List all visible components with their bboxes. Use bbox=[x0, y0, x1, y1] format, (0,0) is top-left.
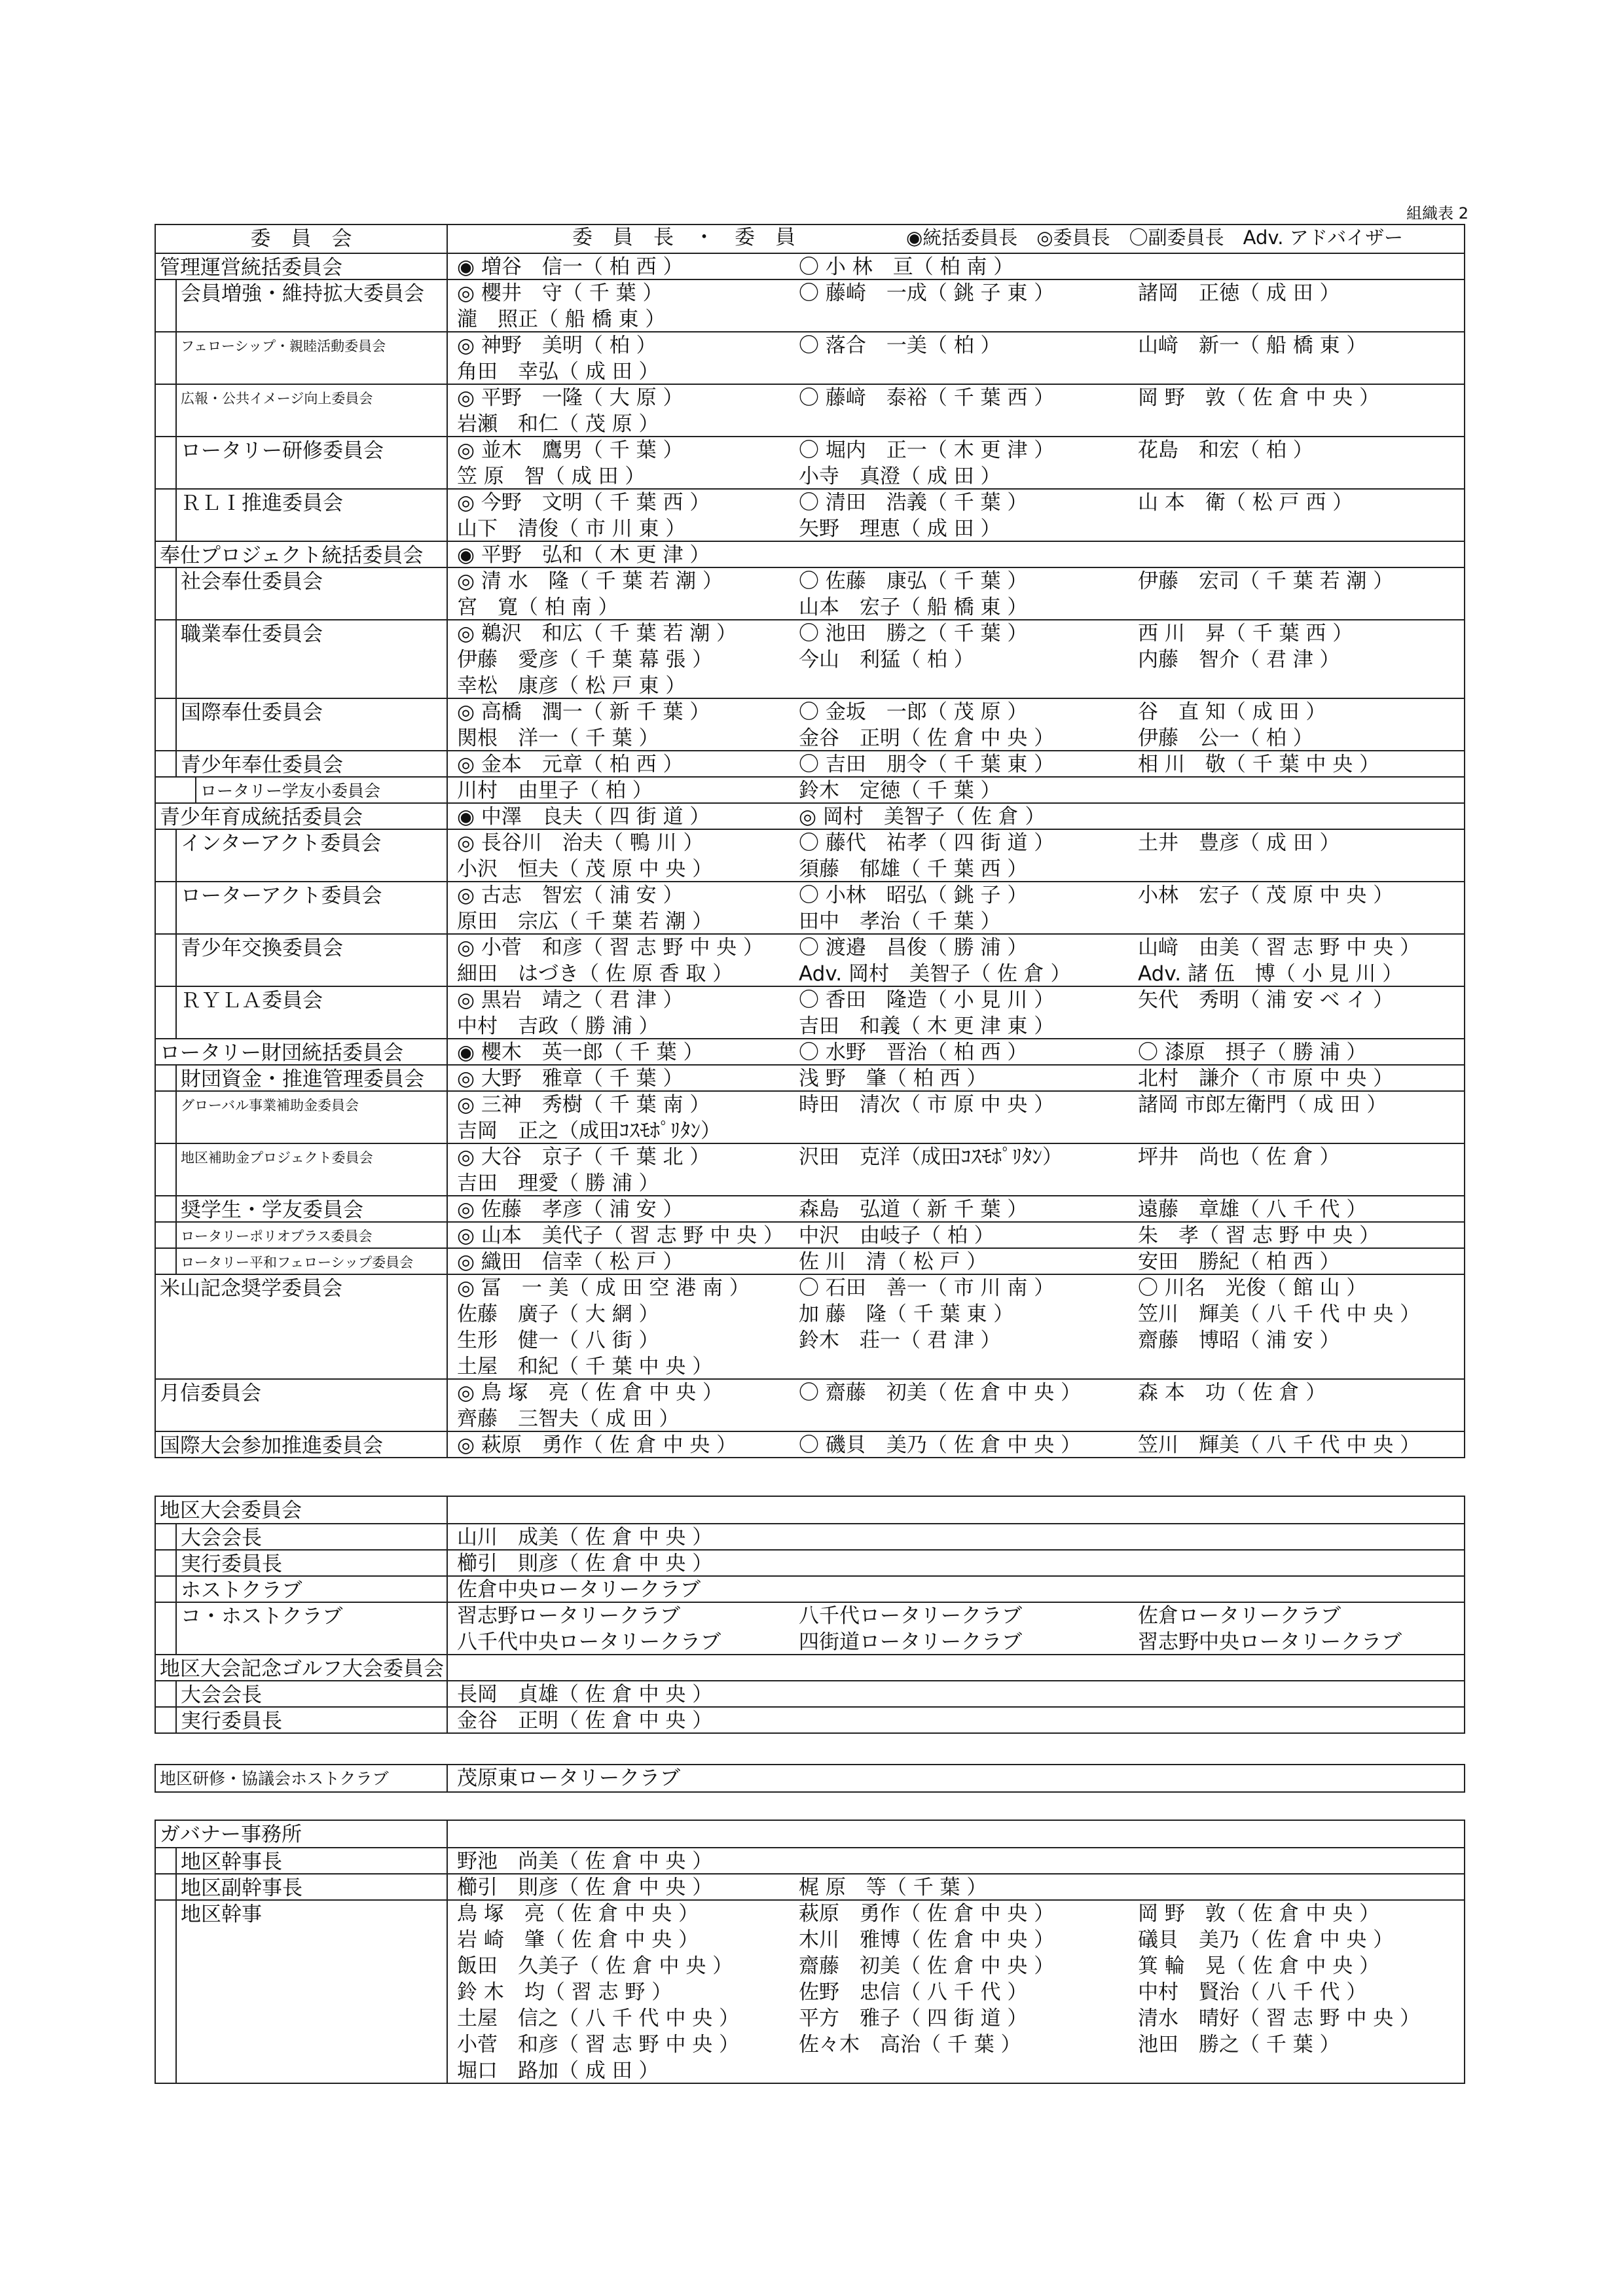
member-entry: 池田 勝之（ 千 葉 ） bbox=[1138, 2033, 1340, 2056]
member-entry: 清水 晴好（ 習 志 野 中 央 ） bbox=[1138, 2007, 1421, 2030]
committee-table bbox=[155, 224, 1465, 1458]
member-entry: 〇 吉田 朋令（ 千 葉 東 ） bbox=[799, 753, 1055, 776]
committee-name: 国際大会参加推進委員会 bbox=[156, 1432, 448, 1457]
committee-row bbox=[156, 933, 1464, 986]
member-entry: 〇 藤崎 一成（ 銚 子 東 ） bbox=[799, 281, 1055, 305]
member-entry bbox=[1138, 359, 1478, 385]
committee-row bbox=[156, 750, 1464, 776]
committee-row bbox=[156, 436, 1464, 488]
member-entry: 佐 川 清（ 松 戸 ） bbox=[799, 1250, 987, 1274]
member-entry bbox=[1138, 594, 1478, 620]
committee-name: 大会会長 bbox=[175, 1681, 448, 1706]
member-entry: 佐々木 高治（ 千 葉 ） bbox=[799, 2033, 1021, 2056]
committee-row bbox=[156, 331, 1464, 384]
member-entry bbox=[1138, 516, 1478, 542]
committee-row bbox=[156, 1575, 1464, 1602]
committee-row bbox=[156, 1847, 1464, 1873]
member-entry: 諸岡 正徳（ 成 田 ） bbox=[1138, 281, 1340, 305]
committee-row bbox=[156, 1602, 1464, 1654]
member-entry: 伊藤 宏司（ 千 葉 若 潮 ） bbox=[1138, 569, 1394, 593]
member-entry: 宮 寛（ 柏 南 ） bbox=[457, 596, 619, 619]
member-entry bbox=[1138, 1655, 1478, 1681]
member-entry bbox=[1138, 1524, 1478, 1551]
member-entry bbox=[457, 1655, 797, 1681]
member-entry: 齋藤 初美（ 佐 倉 中 央 ） bbox=[799, 1954, 1055, 1978]
committee-row bbox=[156, 1899, 1464, 2083]
committee-name: 管理運営統括委員会 bbox=[156, 254, 448, 279]
member-entry: 木川 雅博（ 佐 倉 中 央 ） bbox=[799, 1928, 1055, 1952]
committee-name: ホストクラブ bbox=[175, 1577, 448, 1602]
member-entry: 生形 健一（ 八 街 ） bbox=[457, 1329, 659, 1352]
member-entry: 坪井 尚也（ 佐 倉 ） bbox=[1138, 1145, 1340, 1169]
member-entry: 小沢 恒夫（ 茂 原 中 央 ） bbox=[457, 857, 713, 881]
member-entry: 櫛引 則彦（ 佐 倉 中 央 ） bbox=[457, 1876, 713, 1899]
committee-name: 地区大会委員会 bbox=[156, 1497, 448, 1523]
member-entry: 〇 齋藤 初美（ 佐 倉 中 央 ） bbox=[799, 1381, 1082, 1405]
member-entry: ◉ 中澤 良夫（ 四 街 道 ） bbox=[457, 805, 710, 829]
member-entry: 矢野 理恵（ 成 田 ） bbox=[799, 517, 1001, 541]
member-entry: 野池 尚美（ 佐 倉 中 央 ） bbox=[457, 1850, 713, 1873]
committee-name: 青少年交換委員会 bbox=[175, 935, 448, 986]
members-column-header: 委 員 長 ・ 委 員 bbox=[572, 226, 795, 249]
committee-name: ＲＬＩ推進委員会 bbox=[175, 490, 448, 541]
committee-name: ロータリーポリオプラス委員会 bbox=[175, 1223, 448, 1247]
member-entry: 川村 由里子（ 柏 ） bbox=[457, 779, 653, 802]
member-entry bbox=[1138, 908, 1478, 935]
member-entry: 小菅 和彦（ 習 志 野 中 央 ） bbox=[457, 2033, 740, 2056]
committee-row bbox=[156, 1090, 1464, 1143]
member-entry bbox=[1138, 1406, 1478, 1432]
committee-name: 地区副幹事長 bbox=[175, 1874, 448, 1899]
committee-row bbox=[156, 619, 1464, 698]
member-entry bbox=[799, 2058, 1137, 2084]
member-entry bbox=[1138, 1013, 1478, 1039]
committee-row bbox=[156, 1143, 1464, 1195]
committee-row bbox=[156, 802, 1464, 829]
member-entry: 八千代中央ロータリークラブ bbox=[457, 1630, 721, 1654]
member-entry: 箕 輪 晃（ 佐 倉 中 央 ） bbox=[1138, 1954, 1380, 1978]
committee-name: グローバル事業補助金委員会 bbox=[175, 1092, 448, 1143]
member-entry: 梶 原 等（ 千 葉 ） bbox=[799, 1876, 987, 1899]
member-entry bbox=[457, 1821, 797, 1847]
member-entry: 金谷 正明（ 佐 倉 中 央 ） bbox=[457, 1709, 713, 1732]
member-entry: 〇 磯貝 美乃（ 佐 倉 中 央 ） bbox=[799, 1433, 1082, 1457]
committee-name: 財団資金・推進管理委員会 bbox=[175, 1066, 448, 1090]
committee-name: ロータリー平和フェローシップ委員会 bbox=[175, 1249, 448, 1274]
committee-name: 地区幹事長 bbox=[175, 1848, 448, 1873]
member-entry bbox=[1138, 1354, 1478, 1380]
member-entry: 内藤 智介（ 君 津 ） bbox=[1138, 648, 1340, 672]
member-entry: 山川 成美（ 佐 倉 中 央 ） bbox=[457, 1526, 713, 1549]
committee-name: 社会奉仕委員会 bbox=[175, 568, 448, 619]
committee-row bbox=[156, 1680, 1464, 1706]
member-entry bbox=[799, 673, 1137, 699]
committee-name: 実行委員長 bbox=[175, 1708, 448, 1732]
member-entry: 時田 清次（ 市 原 中 央 ） bbox=[799, 1093, 1055, 1117]
committee-row bbox=[156, 279, 1464, 331]
committee-row bbox=[156, 1549, 1464, 1575]
member-entry: ◎ 三神 秀樹（ 千 葉 南 ） bbox=[457, 1093, 710, 1117]
member-entry: 〇 川名 光俊（ 館 山 ） bbox=[1138, 1276, 1367, 1300]
district-conference-table bbox=[155, 1496, 1465, 1734]
committee-row bbox=[156, 253, 1464, 279]
member-entry: 伊藤 公一（ 柏 ） bbox=[1138, 726, 1313, 750]
member-entry bbox=[1138, 1551, 1478, 1577]
committee-name: ロータリー財団統括委員会 bbox=[156, 1039, 448, 1064]
committee-row bbox=[156, 1497, 1464, 1523]
member-entry: 萩原 勇作（ 佐 倉 中 央 ） bbox=[799, 1902, 1055, 1926]
table-header bbox=[156, 225, 1464, 253]
member-entry bbox=[1138, 778, 1478, 804]
member-entry: 〇 落合 一美（ 柏 ） bbox=[799, 334, 1001, 357]
member-entry: 細田 はづき（ 佐 原 香 取 ） bbox=[457, 962, 733, 986]
committee-name: 奨学生・学友委員会 bbox=[175, 1196, 448, 1221]
member-entry bbox=[1138, 673, 1478, 699]
committee-name: ロータリー研修委員会 bbox=[175, 437, 448, 488]
member-entry: 八千代ロータリークラブ bbox=[799, 1604, 1022, 1628]
member-entry: ◎ 織田 信幸（ 松 戸 ） bbox=[457, 1250, 684, 1274]
member-entry: 岡 野 敦（ 佐 倉 中 央 ） bbox=[1138, 1902, 1380, 1926]
member-entry: ◎ 高橋 潤一（ 新 千 葉 ） bbox=[457, 700, 710, 724]
member-entry bbox=[1138, 1497, 1478, 1523]
committee-row bbox=[156, 698, 1464, 750]
member-entry bbox=[1138, 1681, 1478, 1708]
member-entry: 幸松 康彦（ 松 戸 東 ） bbox=[457, 674, 686, 698]
committee-name: 職業奉仕委員会 bbox=[175, 620, 448, 698]
committee-name: 地区補助金プロジェクト委員会 bbox=[175, 1144, 448, 1195]
member-entry: ◎ 大野 雅章（ 千 葉 ） bbox=[457, 1067, 684, 1090]
member-entry bbox=[1138, 1577, 1478, 1603]
member-entry bbox=[799, 1354, 1137, 1380]
member-entry: 〇 小林 昭弘（ 銚 子 ） bbox=[799, 884, 1028, 907]
member-entry: 花島 和宏（ 柏 ） bbox=[1138, 439, 1313, 462]
member-entry bbox=[799, 1848, 1137, 1874]
member-entry bbox=[799, 1708, 1137, 1734]
committee-name: 青少年奉仕委員会 bbox=[175, 751, 448, 776]
member-entry bbox=[457, 1497, 797, 1523]
committee-row bbox=[156, 1038, 1464, 1064]
member-entry: 〇 漆原 摂子（ 勝 浦 ） bbox=[1138, 1041, 1367, 1064]
member-entry bbox=[799, 411, 1137, 437]
committee-name: 会員増強・維持拡大委員会 bbox=[175, 280, 448, 331]
committee-name: ＲＹＬＡ委員会 bbox=[175, 987, 448, 1038]
member-entry: 平方 雅子（ 四 街 道 ） bbox=[799, 2007, 1028, 2030]
member-entry: ◎ 古志 智宏（ 浦 安 ） bbox=[457, 884, 684, 907]
member-entry: 朱 孝（ 習 志 野 中 央 ） bbox=[1138, 1224, 1380, 1247]
member-entry bbox=[799, 1577, 1137, 1603]
member-entry bbox=[1138, 1170, 1478, 1196]
member-entry: 土井 豊彦（ 成 田 ） bbox=[1138, 831, 1340, 855]
committee-row bbox=[156, 1247, 1464, 1274]
member-entry: 金谷 正明（ 佐 倉 中 央 ） bbox=[799, 726, 1055, 750]
member-entry bbox=[799, 306, 1137, 332]
member-entry: 山﨑 新一（ 船 橋 東 ） bbox=[1138, 334, 1367, 357]
committee-row bbox=[156, 1064, 1464, 1090]
committee-name: 地区幹事 bbox=[175, 1901, 448, 2083]
committee-name: 青少年育成統括委員会 bbox=[156, 804, 448, 829]
member-entry bbox=[799, 1170, 1137, 1196]
member-entry: 北村 謙介（ 市 原 中 央 ） bbox=[1138, 1067, 1394, 1090]
member-entry bbox=[799, 1765, 1137, 1791]
member-entry bbox=[799, 542, 1137, 568]
member-entry: 岩瀬 和仁（ 茂 原 ） bbox=[457, 412, 659, 436]
member-entry: ◎ 金本 元章（ 柏 西 ） bbox=[457, 753, 684, 776]
committee-name: 地区研修・協議会ホストクラブ bbox=[156, 1765, 448, 1791]
member-entry: ◎ 長谷川 治夫（ 鴨 川 ） bbox=[457, 831, 704, 855]
committee-row bbox=[156, 1873, 1464, 1899]
member-entry: ◉ 櫻木 英一郎（ 千 葉 ） bbox=[457, 1041, 704, 1064]
member-entry: ◎ 岡村 美智子（ 佐 倉 ） bbox=[799, 805, 1046, 829]
member-entry: ◎ 平野 一隆（ 大 原 ） bbox=[457, 386, 684, 410]
member-entry: 〇 水野 晋治（ 柏 西 ） bbox=[799, 1041, 1028, 1064]
member-entry: 矢代 秀明（ 浦 安 ベ イ ） bbox=[1138, 988, 1394, 1012]
member-entry bbox=[1138, 2058, 1478, 2084]
member-entry: 土屋 和紀（ 千 葉 中 央 ） bbox=[457, 1355, 713, 1378]
member-entry: 西 川 昇（ 千 葉 西 ） bbox=[1138, 622, 1353, 645]
member-entry: ◎ 小菅 和彦（ 習 志 野 中 央 ） bbox=[457, 936, 764, 960]
committee-row bbox=[156, 1378, 1464, 1431]
member-entry: 笠川 輝美（ 八 千 代 中 央 ） bbox=[1138, 1433, 1421, 1457]
committee-name: コ・ホストクラブ bbox=[175, 1603, 448, 1654]
committee-row bbox=[156, 541, 1464, 567]
member-entry bbox=[1138, 1848, 1478, 1874]
member-entry: 安田 勝紀（ 柏 西 ） bbox=[1138, 1250, 1340, 1274]
member-entry: ◎ 鳥 塚 亮（ 佐 倉 中 央 ） bbox=[457, 1381, 723, 1405]
committee-row bbox=[156, 1654, 1464, 1680]
member-entry: 笠 原 智（ 成 田 ） bbox=[457, 465, 646, 488]
member-entry: 佐野 忠信（ 八 千 代 ） bbox=[799, 1981, 1028, 2004]
committee-row bbox=[156, 776, 1464, 802]
committee-name: ロータリー学友小委員会 bbox=[195, 778, 448, 802]
member-entry: 原田 宗広（ 千 葉 若 潮 ） bbox=[457, 910, 713, 933]
committee-row bbox=[156, 1765, 1464, 1791]
member-entry: 佐藤 廣子（ 大 網 ） bbox=[457, 1302, 659, 1326]
committee-row bbox=[156, 986, 1464, 1038]
member-entry bbox=[799, 1497, 1137, 1523]
member-entry: ◎ 櫻井 守（ 千 葉 ） bbox=[457, 281, 663, 305]
member-entry: 遠藤 章雄（ 八 千 代 ） bbox=[1138, 1198, 1367, 1221]
member-entry: 山下 清俊（ 市 川 東 ） bbox=[457, 517, 686, 541]
member-entry: 小林 宏子（ 茂 原 中 央 ） bbox=[1138, 884, 1394, 907]
member-entry: ◎ 鵜沢 和広（ 千 葉 若 潮 ） bbox=[457, 622, 737, 645]
member-entry: 森 本 功（ 佐 倉 ） bbox=[1138, 1381, 1326, 1405]
member-entry: ◎ 大谷 京子（ 千 葉 北 ） bbox=[457, 1145, 710, 1169]
committee-name: 広報・公共イメージ向上委員会 bbox=[175, 385, 448, 436]
member-entry: 〇 藤﨑 泰裕（ 千 葉 西 ） bbox=[799, 386, 1055, 410]
member-entry bbox=[1138, 1708, 1478, 1734]
member-entry: 〇 藤代 祐孝（ 四 街 道 ） bbox=[799, 831, 1055, 855]
member-entry: 山本 宏子（ 船 橋 東 ） bbox=[799, 596, 1028, 619]
member-entry: 〇 清田 浩義（ 千 葉 ） bbox=[799, 491, 1028, 514]
member-entry: 諸岡 市郎左衛門（ 成 田 ） bbox=[1138, 1093, 1387, 1117]
member-entry bbox=[1138, 1821, 1478, 1847]
member-entry: 岡 野 敦（ 佐 倉 中 央 ） bbox=[1138, 386, 1380, 410]
member-entry: 中沢 由岐子（ 柏 ） bbox=[799, 1224, 994, 1247]
member-entry: 齋藤 博昭（ 浦 安 ） bbox=[1138, 1329, 1340, 1352]
committee-name: ローターアクト委員会 bbox=[175, 882, 448, 933]
committee-row bbox=[156, 1274, 1464, 1378]
member-entry: ◎ 並木 鷹男（ 千 葉 ） bbox=[457, 439, 684, 462]
member-entry: ◉ 平野 弘和（ 木 更 津 ） bbox=[457, 543, 710, 567]
member-entry: 〇 渡邉 昌俊（ 勝 浦 ） bbox=[799, 936, 1028, 960]
committee-row bbox=[156, 384, 1464, 436]
member-entry: 佐倉中央ロータリークラブ bbox=[457, 1578, 701, 1602]
member-entry: 田中 孝治（ 千 葉 ） bbox=[799, 910, 1001, 933]
member-entry: 鳥 塚 亮（ 佐 倉 中 央 ） bbox=[457, 1902, 699, 1926]
committee-row bbox=[156, 829, 1464, 881]
member-entry: Adv. 岡村 美智子（ 佐 倉 ） bbox=[799, 962, 1071, 986]
member-entry: 森島 弘道（ 新 千 葉 ） bbox=[799, 1198, 1028, 1221]
committee-row bbox=[156, 881, 1464, 933]
committee-row bbox=[156, 1221, 1464, 1247]
member-entry bbox=[799, 1551, 1137, 1577]
member-entry bbox=[1138, 463, 1478, 490]
member-entry: 四街道ロータリークラブ bbox=[799, 1630, 1022, 1654]
member-entry: 今山 利猛（ 柏 ） bbox=[799, 648, 974, 672]
committee-row bbox=[156, 488, 1464, 541]
member-entry bbox=[1138, 1874, 1478, 1901]
member-entry: 〇 金坂 一郎（ 茂 原 ） bbox=[799, 700, 1028, 724]
member-entry: ◎ 冨 一 美（ 成 田 空 港 南 ） bbox=[457, 1276, 750, 1300]
member-entry bbox=[1138, 306, 1478, 332]
member-entry: 谷 直 知（ 成 田 ） bbox=[1138, 700, 1326, 724]
member-entry: 瀧 照正（ 船 橋 東 ） bbox=[457, 308, 666, 331]
member-entry bbox=[799, 1681, 1137, 1708]
member-entry: 吉岡 正之（成田ｺｽﾓﾎﾟﾘﾀﾝ） bbox=[457, 1119, 721, 1143]
member-entry: 中村 賢治（ 八 千 代 ） bbox=[1138, 1981, 1367, 2004]
member-entry bbox=[1138, 542, 1478, 568]
member-entry: 〇 小 林 亘（ 柏 南 ） bbox=[799, 255, 1014, 279]
committee-name: インターアクト委員会 bbox=[175, 830, 448, 881]
member-entry: 〇 佐藤 康弘（ 千 葉 ） bbox=[799, 569, 1028, 593]
committee-name: 実行委員長 bbox=[175, 1551, 448, 1575]
member-entry bbox=[1138, 1765, 1478, 1791]
committee-row bbox=[156, 1195, 1464, 1221]
committee-name: 大会会長 bbox=[175, 1524, 448, 1549]
committee-row bbox=[156, 1431, 1464, 1457]
member-entry: 岩 崎 肇（ 佐 倉 中 央 ） bbox=[457, 1928, 699, 1952]
member-entry: 須藤 郁雄（ 千 葉 西 ） bbox=[799, 857, 1028, 881]
member-entry: 山﨑 由美（ 習 志 野 中 央 ） bbox=[1138, 936, 1421, 960]
member-entry bbox=[799, 1118, 1137, 1144]
member-entry: 土屋 信之（ 八 千 代 中 央 ） bbox=[457, 2007, 740, 2030]
member-entry: 習志野ロータリークラブ bbox=[457, 1604, 680, 1628]
member-entry: 中村 吉政（ 勝 浦 ） bbox=[457, 1014, 659, 1038]
member-entry: 小寺 真澄（ 成 田 ） bbox=[799, 465, 1001, 488]
member-entry bbox=[1138, 411, 1478, 437]
member-entry: ◎ 黒岩 靖之（ 君 津 ） bbox=[457, 988, 684, 1012]
committee-row bbox=[156, 1706, 1464, 1732]
member-entry bbox=[1138, 856, 1478, 882]
member-entry: 角田 幸弘（ 成 田 ） bbox=[457, 360, 659, 384]
member-entry: 山 本 衛（ 松 戸 西 ） bbox=[1138, 491, 1353, 514]
page-label: 組織表 2 bbox=[1406, 204, 1468, 223]
member-entry: 櫛引 則彦（ 佐 倉 中 央 ） bbox=[457, 1552, 713, 1575]
member-entry: Adv. 諸 伍 博（ 小 見 川 ） bbox=[1138, 962, 1403, 986]
member-entry: 礒貝 美乃（ 佐 倉 中 央 ） bbox=[1138, 1928, 1394, 1952]
member-entry: 加 藤 隆（ 千 葉 東 ） bbox=[799, 1302, 1014, 1326]
member-entry: 鈴木 定徳（ 千 葉 ） bbox=[799, 779, 1001, 802]
member-entry: 長岡 貞雄（ 佐 倉 中 央 ） bbox=[457, 1683, 713, 1706]
committee-name: 地区大会記念ゴルフ大会委員会 bbox=[156, 1655, 448, 1680]
committee-name: フェローシップ・親睦活動委員会 bbox=[175, 332, 448, 384]
member-entry bbox=[1138, 804, 1478, 830]
committee-row bbox=[156, 1821, 1464, 1847]
member-entry: 笠川 輝美（ 八 千 代 中 央 ） bbox=[1138, 1302, 1421, 1326]
member-entry: 伊藤 愛彦（ 千 葉 幕 張 ） bbox=[457, 648, 713, 672]
member-entry: 吉田 理愛（ 勝 浦 ） bbox=[457, 1172, 659, 1195]
member-entry: 〇 堀内 正一（ 木 更 津 ） bbox=[799, 439, 1055, 462]
member-entry: 沢田 克洋（成田ｺｽﾓﾎﾟﾘﾀﾝ） bbox=[799, 1145, 1063, 1169]
committee-name: 米山記念奨学委員会 bbox=[156, 1275, 448, 1378]
member-entry bbox=[799, 1524, 1137, 1551]
member-entry bbox=[799, 359, 1137, 385]
member-entry: 浅 野 肇（ 柏 西 ） bbox=[799, 1067, 987, 1090]
committee-row bbox=[156, 1523, 1464, 1549]
member-entry: 茂原東ロータリークラブ bbox=[457, 1767, 680, 1790]
member-entry: ◎ 山本 美代子（ 習 志 野 中 央 ） bbox=[457, 1224, 784, 1247]
member-entry: ◎ 萩原 勇作（ 佐 倉 中 央 ） bbox=[457, 1433, 737, 1457]
committee-column-header: 委 員 会 bbox=[156, 225, 448, 253]
member-entry: 〇 石田 善一（ 市 川 南 ） bbox=[799, 1276, 1055, 1300]
role-legend: ◉統括委員長 ◎委員長 〇副委員長 Adv. アドバイザー bbox=[906, 226, 1404, 249]
member-entry: ◎ 今野 文明（ 千 葉 西 ） bbox=[457, 491, 710, 514]
member-entry: 鈴木 荘一（ 君 津 ） bbox=[799, 1329, 1001, 1352]
member-entry: ◉ 増谷 信一（ 柏 西 ） bbox=[457, 255, 684, 279]
member-entry bbox=[799, 1655, 1137, 1681]
committee-name: ガバナー事務所 bbox=[156, 1821, 448, 1847]
member-entry: ◎ 佐藤 孝彦（ 浦 安 ） bbox=[457, 1198, 684, 1221]
committee-name: 国際奉仕委員会 bbox=[175, 699, 448, 750]
member-entry: 〇 香田 隆造（ 小 見 川 ） bbox=[799, 988, 1055, 1012]
member-entry: 相 川 敬（ 千 葉 中 央 ） bbox=[1138, 753, 1380, 776]
member-entry: 堀口 路加（ 成 田 ） bbox=[457, 2059, 659, 2083]
committee-name: 月信委員会 bbox=[156, 1380, 448, 1431]
member-entry bbox=[1138, 1118, 1478, 1144]
governor-office-table bbox=[155, 1820, 1465, 2084]
member-entry bbox=[1138, 254, 1478, 280]
committee-row bbox=[156, 567, 1464, 619]
member-entry bbox=[799, 1406, 1137, 1432]
seminar-host-table bbox=[155, 1764, 1465, 1793]
member-entry: 齊藤 三智夫（ 成 田 ） bbox=[457, 1407, 680, 1431]
member-entry: 鈴 木 均（ 習 志 野 ） bbox=[457, 1981, 672, 2004]
member-entry: 佐倉ロータリークラブ bbox=[1138, 1604, 1341, 1628]
member-entry: 飯田 久美子（ 佐 倉 中 央 ） bbox=[457, 1954, 733, 1978]
member-entry: ◎ 清 水 隆（ 千 葉 若 潮 ） bbox=[457, 569, 723, 593]
member-entry: 吉田 和義（ 木 更 津 東 ） bbox=[799, 1014, 1055, 1038]
committee-name: 奉仕プロジェクト統括委員会 bbox=[156, 542, 448, 567]
member-entry bbox=[799, 1821, 1137, 1847]
member-entry: 習志野中央ロータリークラブ bbox=[1138, 1630, 1402, 1654]
member-entry: 関根 洋一（ 千 葉 ） bbox=[457, 726, 659, 750]
member-entry: ◎ 神野 美明（ 柏 ） bbox=[457, 334, 657, 357]
member-entry: 〇 池田 勝之（ 千 葉 ） bbox=[799, 622, 1028, 645]
